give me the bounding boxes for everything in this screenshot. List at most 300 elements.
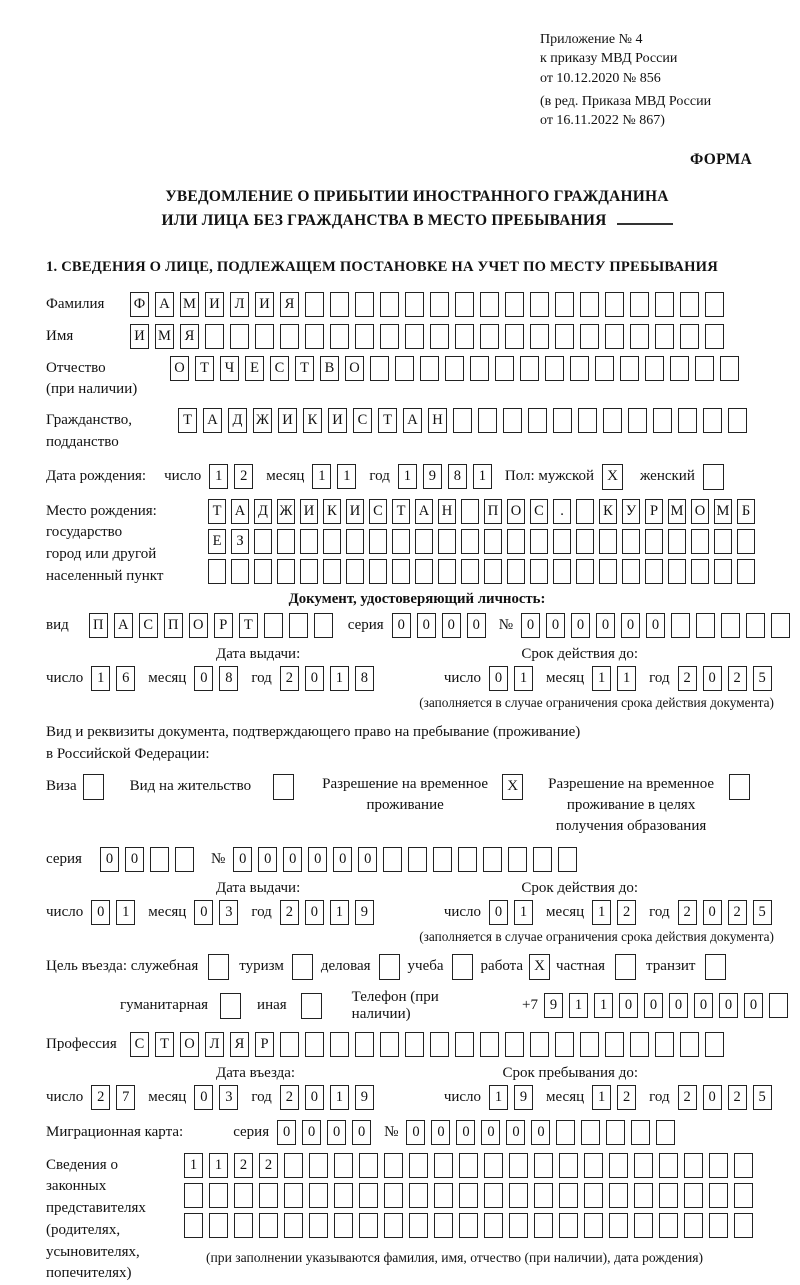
char-cell[interactable]: Т — [295, 356, 314, 381]
char-cell[interactable] — [383, 847, 402, 872]
purpose-business-checkbox[interactable] — [379, 954, 400, 980]
char-cell[interactable]: 1 — [592, 900, 611, 925]
char-cell[interactable] — [480, 292, 499, 317]
char-cell[interactable] — [734, 1153, 753, 1178]
purpose-humanitarian-checkbox[interactable] — [220, 993, 241, 1019]
char-cell[interactable] — [205, 324, 224, 349]
char-cell[interactable] — [630, 292, 649, 317]
char-cell[interactable] — [680, 292, 699, 317]
char-cell[interactable]: 0 — [305, 666, 324, 691]
char-cell[interactable] — [684, 1213, 703, 1238]
char-cell[interactable] — [705, 1032, 724, 1057]
char-cell[interactable] — [771, 613, 790, 638]
char-cell[interactable] — [705, 324, 724, 349]
char-cell[interactable] — [480, 1032, 499, 1057]
char-cell[interactable]: Т — [378, 408, 397, 433]
char-cell[interactable]: 1 — [514, 900, 533, 925]
char-cell[interactable]: 2 — [280, 666, 299, 691]
representatives-row2-input[interactable] — [184, 1183, 753, 1208]
char-cell[interactable] — [280, 1032, 299, 1057]
rvp-until-day-input[interactable] — [489, 900, 533, 925]
char-cell[interactable] — [509, 1153, 528, 1178]
char-cell[interactable]: Т — [208, 499, 226, 524]
char-cell[interactable]: 1 — [91, 666, 110, 691]
phone-input[interactable] — [544, 993, 788, 1018]
char-cell[interactable] — [534, 1153, 553, 1178]
char-cell[interactable] — [605, 324, 624, 349]
citizenship-input[interactable] — [178, 408, 747, 433]
char-cell[interactable] — [355, 292, 374, 317]
char-cell[interactable]: П — [164, 613, 183, 638]
char-cell[interactable]: Н — [428, 408, 447, 433]
char-cell[interactable] — [355, 324, 374, 349]
char-cell[interactable] — [559, 1183, 578, 1208]
char-cell[interactable] — [309, 1183, 328, 1208]
char-cell[interactable] — [434, 1153, 453, 1178]
char-cell[interactable] — [346, 529, 364, 554]
char-cell[interactable] — [330, 292, 349, 317]
char-cell[interactable]: 0 — [283, 847, 302, 872]
char-cell[interactable] — [695, 356, 714, 381]
char-cell[interactable]: 1 — [337, 464, 356, 489]
char-cell[interactable]: 0 — [531, 1120, 550, 1145]
char-cell[interactable]: З — [231, 529, 249, 554]
char-cell[interactable] — [714, 529, 732, 554]
char-cell[interactable] — [438, 559, 456, 584]
char-cell[interactable]: И — [205, 292, 224, 317]
char-cell[interactable]: 0 — [456, 1120, 475, 1145]
char-cell[interactable] — [408, 847, 427, 872]
char-cell[interactable] — [533, 847, 552, 872]
rvp-until-year-input[interactable] — [678, 900, 772, 925]
char-cell[interactable] — [709, 1213, 728, 1238]
char-cell[interactable]: К — [323, 499, 341, 524]
char-cell[interactable] — [231, 559, 249, 584]
char-cell[interactable]: Т — [239, 613, 258, 638]
char-cell[interactable] — [405, 292, 424, 317]
char-cell[interactable]: 2 — [91, 1085, 110, 1110]
char-cell[interactable]: 8 — [448, 464, 467, 489]
char-cell[interactable]: 1 — [569, 993, 588, 1018]
char-cell[interactable]: 0 — [233, 847, 252, 872]
char-cell[interactable]: 0 — [302, 1120, 321, 1145]
char-cell[interactable] — [576, 499, 594, 524]
char-cell[interactable] — [584, 1213, 603, 1238]
char-cell[interactable]: М — [155, 324, 174, 349]
char-cell[interactable]: М — [714, 499, 732, 524]
char-cell[interactable]: 0 — [442, 613, 461, 638]
char-cell[interactable]: О — [189, 613, 208, 638]
char-cell[interactable]: 2 — [280, 1085, 299, 1110]
entry-month-input[interactable] — [194, 1085, 238, 1110]
char-cell[interactable] — [369, 529, 387, 554]
char-cell[interactable] — [530, 529, 548, 554]
char-cell[interactable] — [150, 847, 169, 872]
char-cell[interactable] — [584, 1183, 603, 1208]
char-cell[interactable] — [684, 1183, 703, 1208]
char-cell[interactable] — [655, 324, 674, 349]
char-cell[interactable] — [580, 1032, 599, 1057]
char-cell[interactable]: 1 — [514, 666, 533, 691]
char-cell[interactable] — [480, 324, 499, 349]
char-cell[interactable] — [620, 356, 639, 381]
char-cell[interactable] — [300, 559, 318, 584]
char-cell[interactable] — [433, 847, 452, 872]
char-cell[interactable] — [530, 559, 548, 584]
char-cell[interactable] — [553, 559, 571, 584]
char-cell[interactable]: 0 — [258, 847, 277, 872]
char-cell[interactable]: 8 — [355, 666, 374, 691]
char-cell[interactable]: 0 — [596, 613, 615, 638]
char-cell[interactable] — [284, 1153, 303, 1178]
char-cell[interactable] — [705, 292, 724, 317]
char-cell[interactable]: 8 — [219, 666, 238, 691]
char-cell[interactable]: 1 — [594, 993, 613, 1018]
char-cell[interactable] — [671, 613, 690, 638]
char-cell[interactable]: 0 — [644, 993, 663, 1018]
char-cell[interactable] — [438, 529, 456, 554]
char-cell[interactable] — [609, 1213, 628, 1238]
temp-residence-edu-checkbox[interactable] — [729, 774, 750, 800]
char-cell[interactable]: 1 — [312, 464, 331, 489]
char-cell[interactable]: 1 — [330, 900, 349, 925]
char-cell[interactable]: 2 — [728, 666, 747, 691]
char-cell[interactable] — [461, 559, 479, 584]
char-cell[interactable] — [680, 1032, 699, 1057]
char-cell[interactable] — [622, 529, 640, 554]
char-cell[interactable] — [484, 529, 502, 554]
char-cell[interactable] — [305, 292, 324, 317]
char-cell[interactable]: И — [255, 292, 274, 317]
char-cell[interactable]: В — [320, 356, 339, 381]
char-cell[interactable]: 0 — [467, 613, 486, 638]
char-cell[interactable] — [334, 1213, 353, 1238]
char-cell[interactable]: А — [203, 408, 222, 433]
char-cell[interactable] — [255, 324, 274, 349]
char-cell[interactable]: 0 — [489, 666, 508, 691]
char-cell[interactable]: С — [270, 356, 289, 381]
char-cell[interactable] — [645, 529, 663, 554]
char-cell[interactable]: 1 — [209, 464, 228, 489]
char-cell[interactable] — [459, 1153, 478, 1178]
char-cell[interactable] — [259, 1183, 278, 1208]
char-cell[interactable] — [405, 1032, 424, 1057]
char-cell[interactable]: Я — [180, 324, 199, 349]
char-cell[interactable] — [737, 559, 755, 584]
entry-year-input[interactable] — [280, 1085, 374, 1110]
char-cell[interactable] — [323, 559, 341, 584]
char-cell[interactable]: 0 — [100, 847, 119, 872]
char-cell[interactable] — [392, 529, 410, 554]
char-cell[interactable]: 0 — [646, 613, 665, 638]
char-cell[interactable]: Р — [214, 613, 233, 638]
char-cell[interactable] — [175, 847, 194, 872]
birth-month-input[interactable] — [312, 464, 356, 489]
char-cell[interactable] — [599, 529, 617, 554]
char-cell[interactable]: П — [484, 499, 502, 524]
char-cell[interactable] — [284, 1183, 303, 1208]
char-cell[interactable]: Т — [178, 408, 197, 433]
char-cell[interactable] — [655, 1032, 674, 1057]
char-cell[interactable]: 0 — [694, 993, 713, 1018]
char-cell[interactable]: Е — [208, 529, 226, 554]
char-cell[interactable] — [668, 559, 686, 584]
char-cell[interactable] — [254, 529, 272, 554]
char-cell[interactable] — [369, 559, 387, 584]
char-cell[interactable]: С — [139, 613, 158, 638]
char-cell[interactable]: 0 — [703, 900, 722, 925]
char-cell[interactable] — [691, 529, 709, 554]
char-cell[interactable] — [553, 529, 571, 554]
char-cell[interactable]: И — [278, 408, 297, 433]
char-cell[interactable] — [609, 1183, 628, 1208]
char-cell[interactable]: И — [130, 324, 149, 349]
char-cell[interactable]: 9 — [514, 1085, 533, 1110]
char-cell[interactable] — [346, 559, 364, 584]
char-cell[interactable]: 0 — [194, 666, 213, 691]
char-cell[interactable]: 0 — [571, 613, 590, 638]
purpose-tourism-checkbox[interactable] — [292, 954, 313, 980]
char-cell[interactable]: 9 — [423, 464, 442, 489]
char-cell[interactable] — [645, 559, 663, 584]
char-cell[interactable] — [455, 324, 474, 349]
char-cell[interactable]: 9 — [355, 1085, 374, 1110]
purpose-work-checkbox[interactable]: X — [529, 954, 550, 980]
char-cell[interactable] — [507, 559, 525, 584]
char-cell[interactable] — [409, 1213, 428, 1238]
char-cell[interactable]: Б — [737, 499, 755, 524]
char-cell[interactable]: 0 — [91, 900, 110, 925]
char-cell[interactable] — [409, 1153, 428, 1178]
char-cell[interactable]: О — [507, 499, 525, 524]
char-cell[interactable]: 5 — [753, 666, 772, 691]
char-cell[interactable] — [484, 1183, 503, 1208]
char-cell[interactable] — [507, 529, 525, 554]
char-cell[interactable]: 3 — [219, 1085, 238, 1110]
char-cell[interactable] — [430, 324, 449, 349]
char-cell[interactable] — [395, 356, 414, 381]
char-cell[interactable] — [359, 1153, 378, 1178]
char-cell[interactable]: 2 — [678, 666, 697, 691]
char-cell[interactable]: 0 — [521, 613, 540, 638]
char-cell[interactable]: О — [180, 1032, 199, 1057]
char-cell[interactable]: С — [130, 1032, 149, 1057]
surname-input[interactable] — [130, 292, 724, 317]
char-cell[interactable] — [384, 1213, 403, 1238]
char-cell[interactable] — [606, 1120, 625, 1145]
char-cell[interactable] — [714, 559, 732, 584]
char-cell[interactable]: 0 — [308, 847, 327, 872]
char-cell[interactable] — [459, 1183, 478, 1208]
sex-female-checkbox[interactable] — [703, 464, 724, 490]
char-cell[interactable] — [453, 408, 472, 433]
char-cell[interactable]: 0 — [417, 613, 436, 638]
char-cell[interactable]: 1 — [617, 666, 636, 691]
doc-kind-input[interactable] — [89, 613, 333, 638]
char-cell[interactable]: 7 — [116, 1085, 135, 1110]
char-cell[interactable] — [370, 356, 389, 381]
char-cell[interactable] — [631, 1120, 650, 1145]
stay-year-input[interactable] — [678, 1085, 772, 1110]
char-cell[interactable]: 0 — [703, 1085, 722, 1110]
pass-until-year-input[interactable] — [678, 666, 772, 691]
char-cell[interactable] — [581, 1120, 600, 1145]
char-cell[interactable]: 0 — [619, 993, 638, 1018]
char-cell[interactable]: 0 — [431, 1120, 450, 1145]
char-cell[interactable]: М — [180, 292, 199, 317]
char-cell[interactable] — [458, 847, 477, 872]
char-cell[interactable] — [599, 559, 617, 584]
char-cell[interactable]: 0 — [392, 613, 411, 638]
char-cell[interactable]: 1 — [116, 900, 135, 925]
char-cell[interactable] — [605, 292, 624, 317]
purpose-transit-checkbox[interactable] — [705, 954, 726, 980]
char-cell[interactable] — [305, 1032, 324, 1057]
char-cell[interactable]: 2 — [728, 1085, 747, 1110]
char-cell[interactable]: 0 — [305, 1085, 324, 1110]
char-cell[interactable] — [289, 613, 308, 638]
char-cell[interactable]: . — [553, 499, 571, 524]
char-cell[interactable] — [478, 408, 497, 433]
char-cell[interactable] — [737, 529, 755, 554]
char-cell[interactable]: 0 — [327, 1120, 346, 1145]
char-cell[interactable] — [645, 356, 664, 381]
char-cell[interactable] — [622, 559, 640, 584]
char-cell[interactable] — [277, 529, 295, 554]
char-cell[interactable]: 0 — [125, 847, 144, 872]
char-cell[interactable]: Н — [438, 499, 456, 524]
char-cell[interactable]: 9 — [544, 993, 563, 1018]
char-cell[interactable]: Т — [195, 356, 214, 381]
char-cell[interactable]: 0 — [194, 900, 213, 925]
char-cell[interactable] — [459, 1213, 478, 1238]
char-cell[interactable] — [209, 1183, 228, 1208]
char-cell[interactable]: С — [369, 499, 387, 524]
char-cell[interactable]: 0 — [305, 900, 324, 925]
char-cell[interactable] — [405, 324, 424, 349]
pass-issue-day-input[interactable] — [91, 666, 135, 691]
char-cell[interactable]: Л — [205, 1032, 224, 1057]
char-cell[interactable]: 1 — [398, 464, 417, 489]
char-cell[interactable] — [576, 529, 594, 554]
char-cell[interactable] — [330, 1032, 349, 1057]
char-cell[interactable]: 0 — [406, 1120, 425, 1145]
char-cell[interactable] — [505, 1032, 524, 1057]
char-cell[interactable]: 1 — [592, 666, 611, 691]
char-cell[interactable] — [720, 356, 739, 381]
char-cell[interactable] — [559, 1213, 578, 1238]
char-cell[interactable] — [746, 613, 765, 638]
char-cell[interactable]: 5 — [753, 900, 772, 925]
visa-checkbox[interactable] — [83, 774, 104, 800]
rvp-num-input[interactable] — [233, 847, 577, 872]
char-cell[interactable]: 0 — [669, 993, 688, 1018]
firstname-input[interactable] — [130, 324, 724, 349]
purpose-other-checkbox[interactable] — [301, 993, 322, 1019]
char-cell[interactable] — [495, 356, 514, 381]
char-cell[interactable] — [709, 1183, 728, 1208]
char-cell[interactable]: М — [668, 499, 686, 524]
char-cell[interactable] — [234, 1213, 253, 1238]
char-cell[interactable]: 0 — [546, 613, 565, 638]
char-cell[interactable] — [280, 324, 299, 349]
char-cell[interactable] — [415, 529, 433, 554]
char-cell[interactable]: И — [346, 499, 364, 524]
char-cell[interactable] — [696, 613, 715, 638]
char-cell[interactable] — [545, 356, 564, 381]
char-cell[interactable]: А — [415, 499, 433, 524]
char-cell[interactable]: 0 — [489, 900, 508, 925]
char-cell[interactable] — [483, 847, 502, 872]
char-cell[interactable]: 0 — [719, 993, 738, 1018]
char-cell[interactable] — [380, 324, 399, 349]
char-cell[interactable]: К — [303, 408, 322, 433]
doc-num-input[interactable] — [521, 613, 790, 638]
char-cell[interactable] — [209, 1213, 228, 1238]
patronymic-input[interactable] — [170, 356, 739, 381]
char-cell[interactable] — [530, 324, 549, 349]
char-cell[interactable]: А — [114, 613, 133, 638]
char-cell[interactable] — [359, 1213, 378, 1238]
char-cell[interactable] — [634, 1153, 653, 1178]
char-cell[interactable]: 3 — [219, 900, 238, 925]
char-cell[interactable] — [505, 324, 524, 349]
char-cell[interactable] — [461, 529, 479, 554]
char-cell[interactable]: А — [231, 499, 249, 524]
char-cell[interactable]: 0 — [621, 613, 640, 638]
char-cell[interactable]: К — [599, 499, 617, 524]
char-cell[interactable] — [734, 1183, 753, 1208]
char-cell[interactable]: Р — [255, 1032, 274, 1057]
char-cell[interactable]: 1 — [330, 1085, 349, 1110]
char-cell[interactable] — [484, 1153, 503, 1178]
char-cell[interactable]: 6 — [116, 666, 135, 691]
char-cell[interactable] — [528, 408, 547, 433]
char-cell[interactable] — [595, 356, 614, 381]
char-cell[interactable] — [558, 847, 577, 872]
char-cell[interactable]: Я — [230, 1032, 249, 1057]
rvp-issue-month-input[interactable] — [194, 900, 238, 925]
char-cell[interactable]: 2 — [617, 1085, 636, 1110]
birthplace-row1-input[interactable] — [208, 499, 755, 524]
rvp-issue-year-input[interactable] — [280, 900, 374, 925]
char-cell[interactable]: Т — [155, 1032, 174, 1057]
char-cell[interactable]: 1 — [592, 1085, 611, 1110]
char-cell[interactable]: 1 — [209, 1153, 228, 1178]
char-cell[interactable] — [769, 993, 788, 1018]
char-cell[interactable]: 2 — [259, 1153, 278, 1178]
char-cell[interactable]: Л — [230, 292, 249, 317]
char-cell[interactable] — [455, 1032, 474, 1057]
char-cell[interactable]: П — [89, 613, 108, 638]
birthplace-row3-input[interactable] — [208, 559, 755, 584]
mk-seriya-input[interactable] — [277, 1120, 371, 1145]
char-cell[interactable] — [678, 408, 697, 433]
char-cell[interactable]: 0 — [358, 847, 377, 872]
char-cell[interactable] — [659, 1153, 678, 1178]
char-cell[interactable] — [334, 1153, 353, 1178]
char-cell[interactable] — [570, 356, 589, 381]
char-cell[interactable]: 0 — [352, 1120, 371, 1145]
char-cell[interactable] — [628, 408, 647, 433]
char-cell[interactable]: 0 — [194, 1085, 213, 1110]
char-cell[interactable] — [576, 559, 594, 584]
char-cell[interactable]: 1 — [489, 1085, 508, 1110]
char-cell[interactable] — [509, 1183, 528, 1208]
char-cell[interactable] — [355, 1032, 374, 1057]
char-cell[interactable] — [259, 1213, 278, 1238]
purpose-study-checkbox[interactable] — [452, 954, 473, 980]
